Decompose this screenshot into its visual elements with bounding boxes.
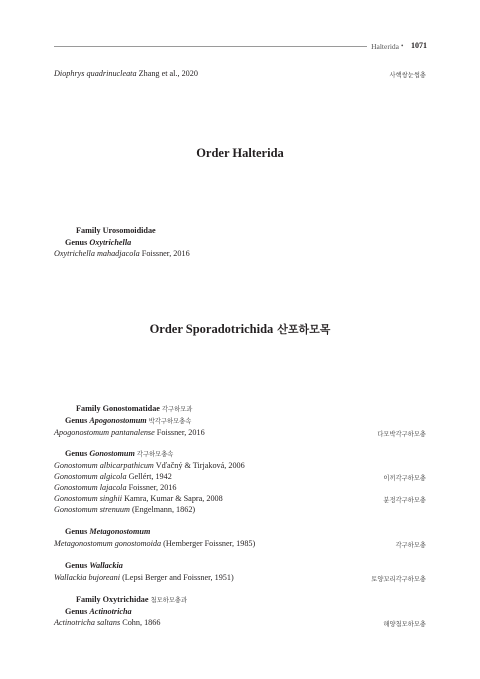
species-korean-name: 분정각구하모충 xyxy=(383,497,426,504)
genus-korean-name: 박각구하모충속 xyxy=(148,418,192,425)
species-author: Foissner, 2016 xyxy=(128,483,177,492)
family-name: Family Oxytrichidae xyxy=(76,595,149,604)
species-korean-name: 해양첨모하모충 xyxy=(383,621,426,628)
species-korean-name: 사핵쌍눈썹충 xyxy=(389,72,426,79)
running-header-section: Halterida xyxy=(371,42,399,51)
species-author: Kamra, Kumar & Sapra, 2008 xyxy=(124,494,223,503)
genus-heading: Genus Gonostomum 각구하모충속 xyxy=(65,449,174,458)
genus-heading: Genus Wallackia xyxy=(65,561,123,570)
family-heading: Family Urosomoididae xyxy=(76,226,156,235)
header-rule xyxy=(54,46,367,47)
genus-name: Apogonostomum xyxy=(89,416,147,425)
species-name: Gonostomum singhii xyxy=(54,494,123,503)
species-entry xyxy=(54,69,198,78)
species-name: Metagonostomum gonostomoida xyxy=(54,539,162,548)
species-name: Gonostomum strenuum xyxy=(54,505,130,514)
order-title: Order Halterida xyxy=(196,146,284,160)
species-author: Vďačný & Tirjaková, 2006 xyxy=(155,461,245,470)
genus-heading: Genus Metagonostomum xyxy=(65,527,151,536)
species-name: Wallackia bujoreani xyxy=(54,573,121,582)
species-name: Diophrys quadrinucleata xyxy=(54,69,137,78)
species-entry xyxy=(54,539,255,548)
species-korean-name: 토양꼬리각구하모충 xyxy=(371,576,426,583)
species-entry xyxy=(54,573,234,582)
species-entry xyxy=(54,505,195,514)
species-korean-name: 이끼각구하모충 xyxy=(383,475,426,482)
order-title: Order Sporadotrichida xyxy=(149,322,274,336)
order-korean-name: 산포하모목 xyxy=(277,323,331,336)
species-entry xyxy=(54,249,190,258)
species-author: (Hemberger Foissner, 1985) xyxy=(163,539,256,548)
species-author: (Lepsi Berger and Foissner, 1951) xyxy=(122,573,234,582)
species-entry xyxy=(54,483,177,492)
species-author: Gellért, 1942 xyxy=(128,472,172,481)
family-korean-name: 첨모하모충과 xyxy=(150,597,188,604)
species-author: Cohn, 1866 xyxy=(122,618,161,627)
species-name: Actinotricha saltans xyxy=(54,618,121,627)
species-entry xyxy=(54,428,205,437)
species-name: Gonostomum albicarpathicum xyxy=(54,461,154,470)
genus-name: Actinotricha xyxy=(89,607,132,616)
family-heading xyxy=(76,595,187,604)
family-name: Family Gonostomatidae xyxy=(76,404,160,413)
genus-name: Oxytrichella xyxy=(89,238,132,247)
genus-heading: Genus Actinotricha xyxy=(65,607,132,616)
genus-heading: Genus Apogonostomum 박각구하모충속 xyxy=(65,416,192,425)
species-name: Gonostomum lajacola xyxy=(54,483,127,492)
order-heading xyxy=(0,320,480,338)
order-heading xyxy=(0,146,480,161)
species-name: Apogonostomum pantanalense xyxy=(54,428,155,437)
species-author: Foissner, 2016 xyxy=(141,249,190,258)
family-heading xyxy=(76,404,192,413)
species-korean-name: 각구하모충 xyxy=(395,542,426,549)
page-number: 1071 xyxy=(411,41,427,50)
species-author: (Engelmann, 1862) xyxy=(131,505,196,514)
genus-name: Wallackia xyxy=(89,561,123,570)
species-entry xyxy=(54,472,172,481)
species-entry xyxy=(54,494,223,503)
species-entry xyxy=(54,618,160,627)
genus-name: Gonostomum xyxy=(89,449,135,458)
header-separator: • xyxy=(401,42,404,50)
species-name: Oxytrichella mahadjacola xyxy=(54,249,140,258)
genus-heading: Genus Oxytrichella xyxy=(65,238,132,247)
species-author: Zhang et al., 2020 xyxy=(138,69,198,78)
genus-korean-name: 각구하모충속 xyxy=(136,451,174,458)
species-korean-name: 다모박각구하모충 xyxy=(377,431,426,438)
species-entry xyxy=(54,461,245,470)
family-korean-name: 각구하모과 xyxy=(161,406,193,413)
genus-name: Metagonostomum xyxy=(89,527,151,536)
species-name: Gonostomum algicola xyxy=(54,472,127,481)
species-author: Foissner, 2016 xyxy=(156,428,205,437)
